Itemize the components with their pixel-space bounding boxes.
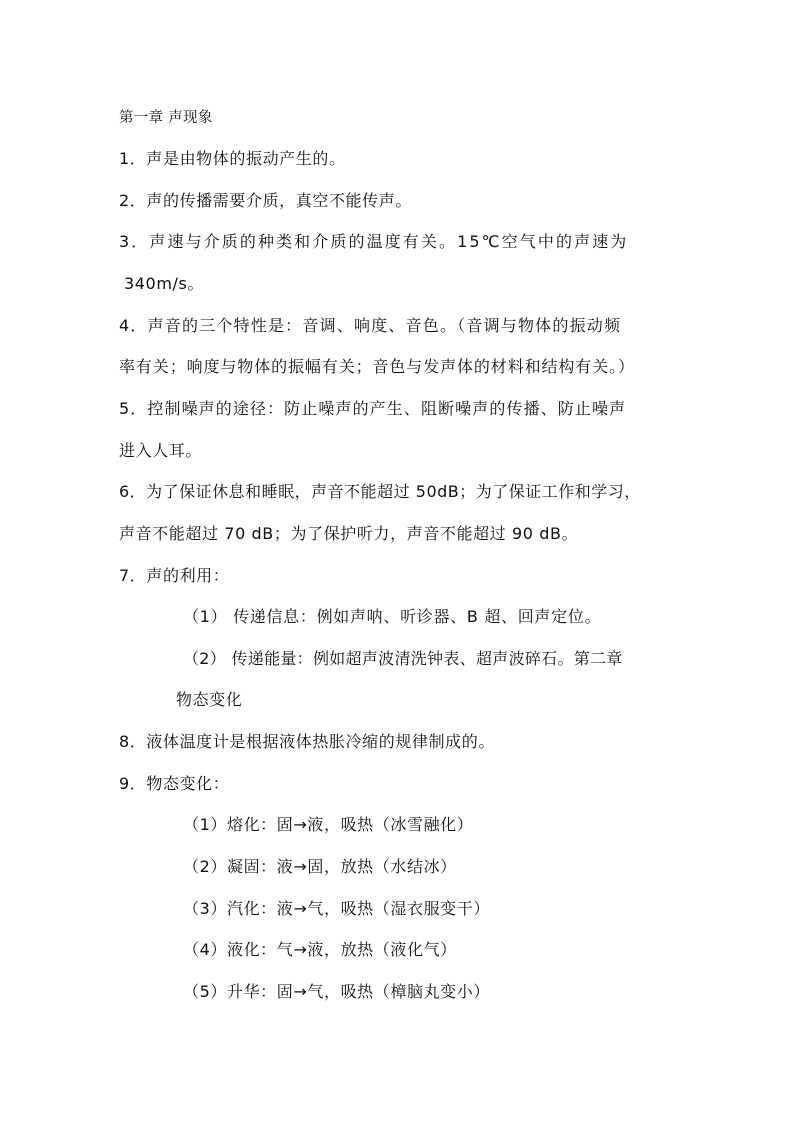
item-3-continued: 340m/s。 <box>124 274 205 293</box>
item-9: 9．物态变化： <box>119 774 230 793</box>
state-change-3: （3）汽化：液→气，吸热（湿衣服变干） <box>183 899 490 918</box>
state-change-2: （2）凝固：液→固，放热（水结冰） <box>183 857 457 876</box>
item-7-sub-2: （2） 传递能量：例如超声波清洗钟表、超声波碎石。第二章 <box>183 649 623 668</box>
item-7-sub-1: （1） 传递信息：例如声呐、听诊器、B 超、回声定位。 <box>183 607 602 626</box>
item-4: 4．声音的三个特性是：音调、响度、音色。（音调与物体的振动频 <box>119 316 622 335</box>
state-change-4: （4）液化：气→液，放热（液化气） <box>183 940 457 959</box>
item-6-continued: 声音不能超过 70 dB；为了保护听力，声音不能超过 90 dB。 <box>119 524 579 543</box>
item-3: 3．声速与介质的种类和介质的温度有关。15℃空气中的声速为 <box>119 232 629 251</box>
item-7: 7．声的利用： <box>119 566 230 585</box>
item-6: 6．为了保证休息和睡眠，声音不能超过 50dB；为了保证工作和学习， <box>119 482 641 501</box>
item-1: 1．声是由物体的振动产生的。 <box>119 149 346 168</box>
item-8: 8．液体温度计是根据液体热胀冷缩的规律制成的。 <box>119 732 495 751</box>
item-4-continued: 率有关；响度与物体的振幅有关；音色与发声体的材料和结构有关。） <box>119 357 635 376</box>
item-7-sub-2-continued: 物态变化 <box>176 690 243 709</box>
item-5: 5．控制噪声的途径：防止噪声的产生、阻断噪声的传播、防止噪声 <box>119 399 627 418</box>
state-change-1: （1）熔化：固→液，吸热（冰雪融化） <box>183 815 474 834</box>
chapter-title: 第一章 声现象 <box>119 110 213 126</box>
item-2: 2．声的传播需要介质，真空不能传声。 <box>119 191 412 210</box>
state-change-5: （5）升华：固→气，吸热（樟脑丸变小） <box>183 982 490 1001</box>
item-5-continued: 进入人耳。 <box>119 441 203 460</box>
